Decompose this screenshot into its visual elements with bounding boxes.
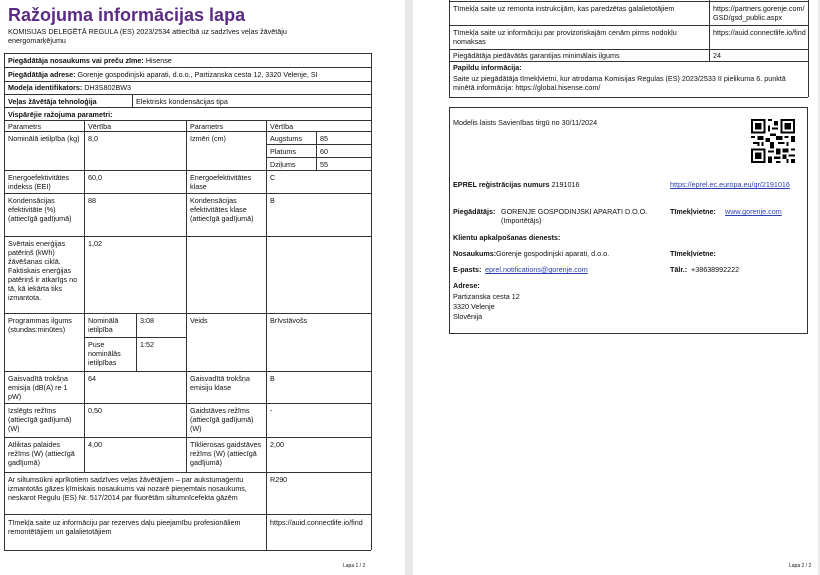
width-label: Platums — [270, 147, 296, 156]
general-parameters-heading: Vispārējie ražojuma parametri: — [8, 110, 113, 119]
warranty-value: 24 — [713, 51, 721, 60]
service-name-label: Nosaukums: — [453, 249, 497, 258]
website-link[interactable]: www.gorenje.com — [725, 207, 782, 216]
condensation-efficiency-value: 88 — [88, 196, 96, 205]
address-line-3: Slovēnija — [453, 312, 483, 321]
page-number: Lapa 2 / 2 — [789, 563, 812, 569]
refrigerant-label: Ar siltumsūkni aprīkotiem sadzīves veļas žāvētājiem – par aukstumaģentu izmantotās gāzes ķīmiskais nosaukums vai nozarē pieņemtais nosaukums, neskarot Regulu (ES) Nr. 517/2014 par fluorētām siltumnīcefekta gāzēm — [8, 475, 247, 502]
nominal-capacity-label: Nominālā ietilpība (kg) — [8, 134, 80, 143]
phone-value: +38638992222 — [691, 265, 740, 274]
eprel-link[interactable]: https://eprel.ec.europa.eu/qr/2191016 — [670, 180, 790, 189]
noise-class-label: Gaisvadītā trokšņa emisiju klase — [190, 374, 250, 392]
supplier-name-row: Piegādātāja nosaukums vai preču zīme: Hisense — [8, 56, 172, 65]
eprel-row: EPREL reģistrācijas numurs 2191016 — [453, 180, 580, 189]
width-value: 60 — [320, 147, 328, 156]
duration-half-label: Puse nominālās ietilpības — [88, 340, 121, 367]
technology-label: Veļas žāvētāja tehnoloģija — [8, 97, 97, 106]
off-mode-value: 0,50 — [88, 406, 102, 415]
programme-duration-label: Programmas ilgums (stundas:minūtes) — [8, 316, 72, 334]
model-identifier-row: Modeļa identifikators: DH3S802BW3 — [8, 83, 132, 92]
refrigerant-value: R290 — [270, 475, 288, 484]
supplier-address-row: Piegādātāja adrese: Gorenje gospodinjski aparati, d.o.o., Partizanska cesta 12, 3320 Velenje, SI — [8, 70, 318, 79]
eei-label: Energoefektivitātes indekss (EEI) — [8, 173, 70, 191]
noise-class-value: B — [270, 374, 275, 383]
noise-emission-value: 64 — [88, 374, 96, 383]
service-name-value: Gorenje gospodinjski aparati, d.o.o. — [496, 249, 610, 258]
additional-info-text: Saite uz piegādātāja tīmekļvietni, kur atrodama Komisijas Regulas (ES) 2023/2533 II pielikuma 6. punktā minētā informācija: https://global.hisense.com/ — [453, 74, 786, 92]
supplier-value: GORENJE GOSPODINJSKI APARATI D.O.O. (Importētājs) — [501, 207, 648, 225]
regulation-subtitle: KOMISIJAS DELEĢĒTĀ REGULA (ES) 2023/2534 attiecībā uz sadzīves veļas žāvētāju energomarķējumu — [8, 27, 287, 45]
noise-emission-label: Gaisvadītā trokšņa emisija (dB(A) re 1 pW) — [8, 374, 68, 401]
duration-half-value: 1:52 — [140, 340, 154, 349]
energy-class-value: C — [270, 173, 276, 182]
address-line-1: Partizanska cesta 12 — [453, 292, 520, 301]
networked-standby-value: 2,00 — [270, 440, 284, 449]
spare-parts-label: Tīmekļa saite uz informāciju par rezerves daļu pieejamību profesionāliem remontētājiem un galalietotājiem — [8, 518, 241, 536]
page-number: Lapa 1 / 2 — [343, 563, 366, 569]
address-line-2: 3320 Velenje — [453, 302, 495, 311]
additional-info-heading: Papildu informācija: — [453, 63, 522, 72]
website-label: Tīmekļvietne: — [670, 207, 716, 216]
page-title: Ražojuma informācijas lapa — [8, 5, 246, 25]
energy-class-label: Energoefektivitātes klase — [190, 173, 252, 191]
col-param-header-2: Parametrs — [190, 122, 224, 131]
technology-value: Elektrisks kondensācijas tipa — [136, 97, 228, 106]
networked-standby-label: Tīklierosas gaidstāves režīms (W) (attiecīgā gadījumā) — [190, 440, 262, 467]
warranty-label: Piegādātāja piedāvātās garantijas minimālais ilgums — [453, 51, 620, 60]
service-website-label: Tīmekļvietne: — [670, 249, 716, 258]
type-value: Brīvstāvošs — [270, 316, 308, 325]
phone-label: Tālr.: — [670, 265, 688, 274]
spare-parts-link[interactable]: https://auid.connectlife.io/find — [270, 518, 363, 527]
standby-label: Gaidstāves režīms (attiecīgā gadījumā) (W) — [190, 406, 254, 433]
supplier-label: Piegādātājs: — [453, 207, 496, 216]
type-label: Veids — [190, 316, 208, 325]
depth-value: 55 — [320, 160, 328, 169]
market-date: Modelis laists Savienības tirgū no 30/11/2024 — [453, 118, 598, 127]
condensation-class-label: Kondensācijas efektivitātes klase (attiecīgā gadījumā) — [190, 196, 254, 223]
page-2 — [413, 0, 818, 575]
dimensions-label: Izmēri (cm) — [190, 134, 226, 143]
condensation-class-value: B — [270, 196, 275, 205]
duration-full-label: Nominālā ietilpība — [88, 316, 119, 334]
col-value-header-2: Vērtība — [270, 122, 294, 131]
address-label: Adrese: — [453, 281, 480, 290]
weighted-energy-label: Svērtais enerģijas patēriņš (kWh) žāvēšanas ciklā. Faktiskais enerģijas patēriņš ir atkarīgs no tā, kā iekārta tiks izmantota. — [8, 239, 78, 302]
depth-label: Dziļums — [270, 160, 296, 169]
weighted-energy-value: 1,02 — [88, 239, 102, 248]
off-mode-label: Izslēgts režīms (attiecīgā gadījumā) (W) — [8, 406, 72, 433]
col-param-header: Parametrs — [8, 122, 42, 131]
page-1 — [0, 0, 405, 575]
price-info-label: Tīmekļa saite uz informāciju par provizoriskajām cenām pirms nodokļu nomaksas — [453, 28, 677, 46]
delay-start-label: Atliktas palaides režīms (W) (attiecīgā gadījumā) — [8, 440, 75, 467]
height-label: Augstums — [270, 134, 302, 143]
eei-value: 60,0 — [88, 173, 102, 182]
duration-full-value: 3:08 — [140, 316, 154, 325]
repair-instructions-link[interactable]: https://partners.gorenje.com/GSD/gsd_public.aspx — [713, 4, 805, 22]
delay-start-value: 4,00 — [88, 440, 102, 449]
standby-value: - — [270, 406, 273, 415]
nominal-capacity-value: 8,0 — [88, 134, 98, 143]
email-link[interactable]: eprel.notifications@gorenje.com — [485, 265, 588, 274]
col-value-header: Vērtība — [88, 122, 112, 131]
condensation-efficiency-label: Kondensācijas efektivitāte (%) (attiecīgā gadījumā) — [8, 196, 72, 223]
height-value: 85 — [320, 134, 328, 143]
repair-instructions-label: Tīmekļa saite uz remonta instrukcijām, kas paredzētas galalietotājiem — [453, 4, 675, 13]
qr-code-icon — [751, 119, 795, 163]
price-info-link[interactable]: https://auid.connectlife.io/find — [713, 28, 806, 37]
customer-service-heading: Klientu apkalpošanas dienests: — [453, 233, 561, 242]
email-label: E-pasts: — [453, 265, 482, 274]
